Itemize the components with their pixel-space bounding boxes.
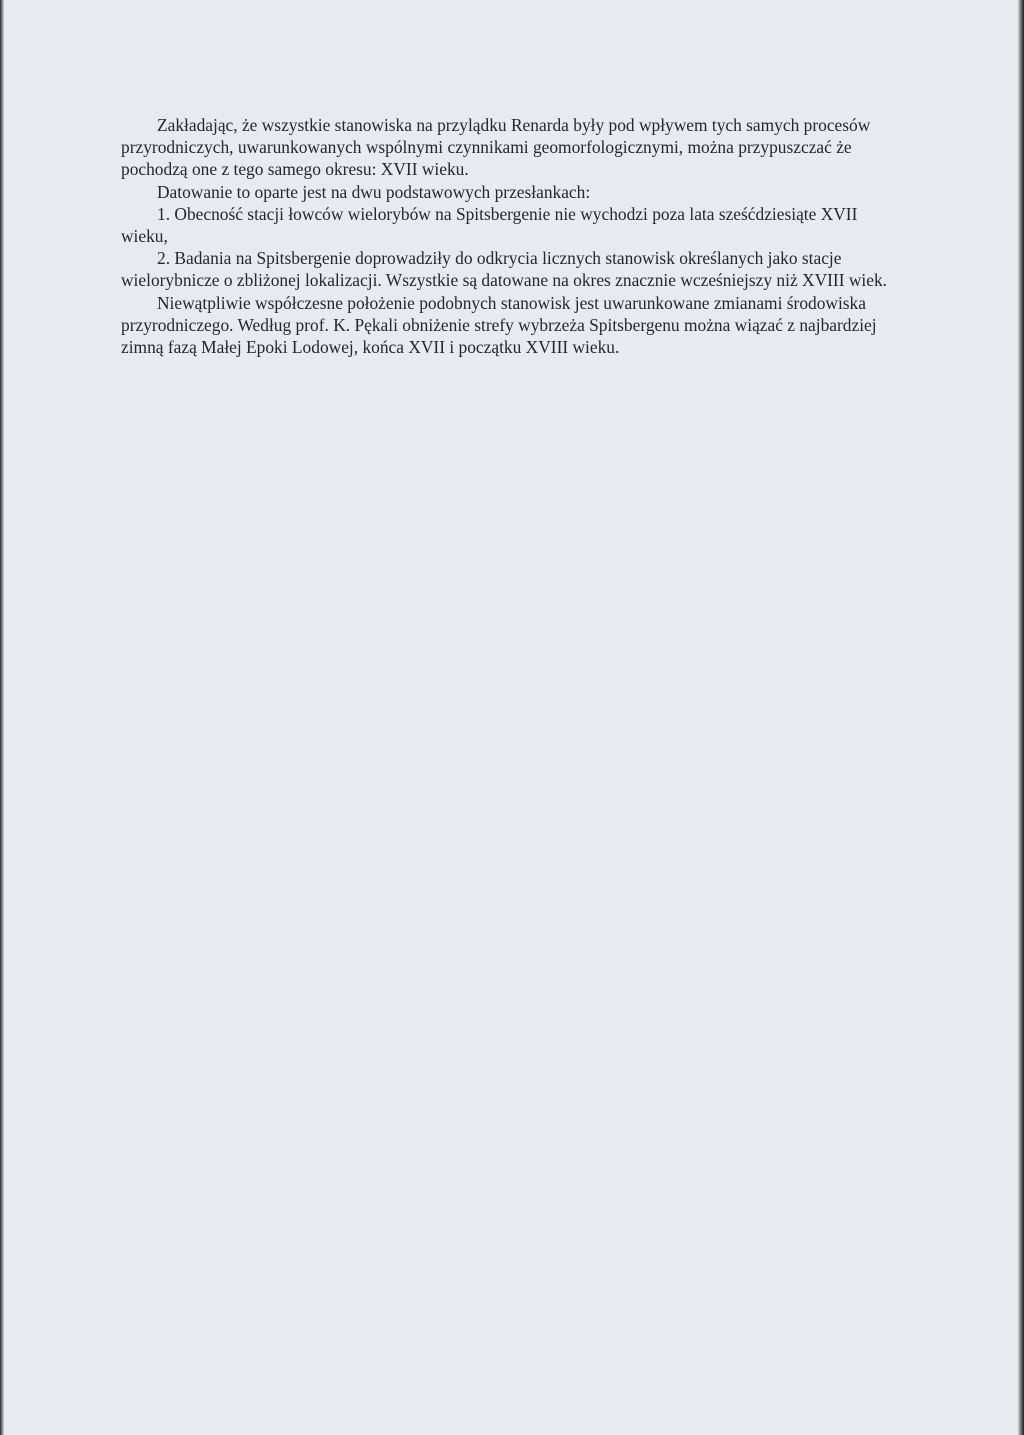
body-text [121, 114, 897, 358]
paragraph-point-2: 2. Badania na Spitsbergenie doprowadziły do odkrycia licznych stanowisk określanych jako stacje wielorybnicze o zbliżonej lokalizacji. Wszystkie są datowane na okres znacznie wcześniejszy niż XVIII wiek. [121, 248, 888, 291]
paragraph-point-1: 1. Obecność stacji łowców wielorybów na Spitsbergenie nie wychodzi poza lata sześćdziesiąte XVII wieku, [121, 203, 858, 247]
paragraph-conclusion: Niewątpliwie współczesne położenie podobnych stanowisk jest uwarunkowane zmianami środowiska przyrodniczego. Według prof. K. Pękali obniżenie strefy wybrzeża Spitsbergenu można wiązać z najbardziej zimną fazą Małej Epoki Lodowej, końca XVII i początku XVIII wieku. [121, 292, 877, 358]
paragraph-intro: Zakładając, że wszystkie stanowiska na przylądku Renarda były pod wpływem tych samych procesów przyrodniczych, uwarunkowanych wspólnymi czynnikami geomorfologicznymi, można przypuszczać że pochodzą one z tego samego okresu: XVII wieku. [121, 115, 871, 180]
page-right-edge [1018, 0, 1024, 1435]
paragraph-dating: Datowanie to oparte jest na dwu podstawowych przesłankach: [157, 181, 591, 202]
page-left-edge [0, 0, 4, 1435]
